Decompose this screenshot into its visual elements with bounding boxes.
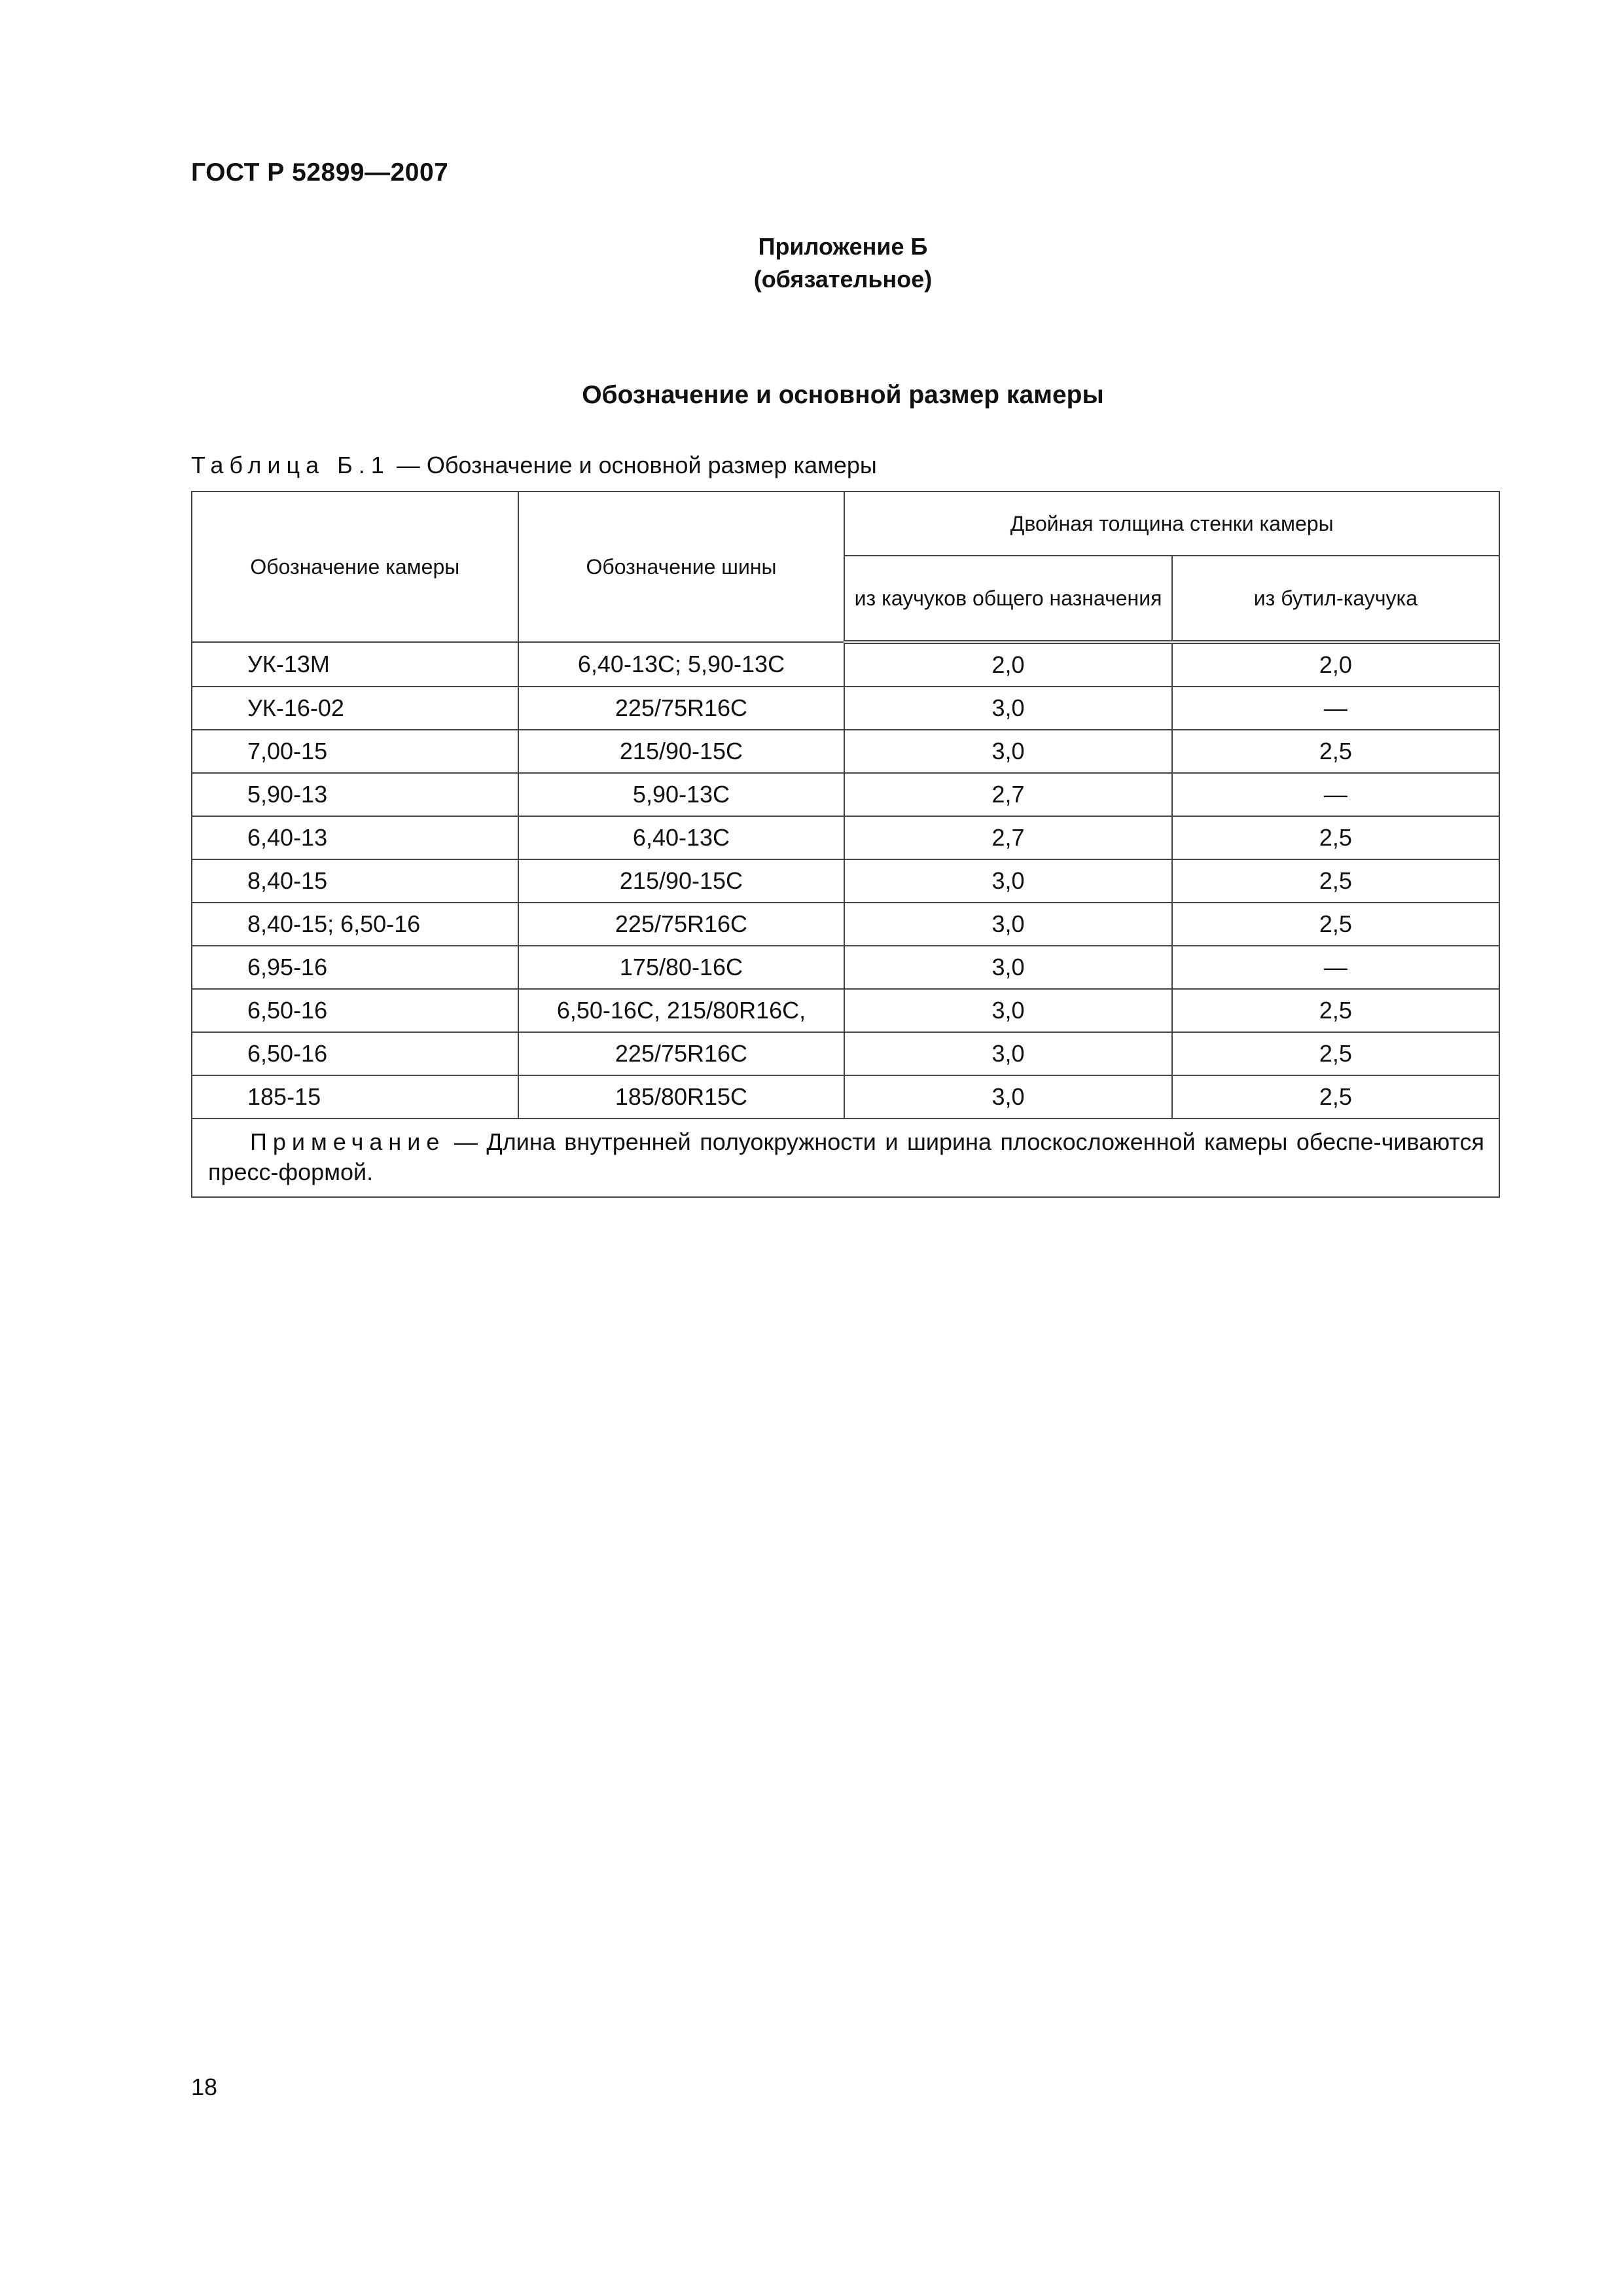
cell-general-rubber: 2,7 — [844, 816, 1171, 859]
table-row — [192, 730, 1499, 773]
cell-tire: 6,40-13С; 5,90-13С — [518, 642, 845, 687]
header-double-wall: Двойная толщина стенки камеры — [844, 492, 1499, 556]
cell-camera: 7,00-15 — [192, 730, 518, 773]
cell-tire: 175/80-16С — [518, 946, 845, 989]
cell-general-rubber: 2,0 — [844, 642, 1171, 687]
table-row — [192, 1032, 1499, 1075]
table-row — [192, 773, 1499, 816]
cell-camera: 6,50-16 — [192, 1032, 518, 1075]
cell-general-rubber: 3,0 — [844, 1075, 1171, 1119]
table-row — [192, 687, 1499, 730]
cell-tire: 6,50-16С, 215/80R16С, — [518, 989, 845, 1032]
cell-general-rubber: 3,0 — [844, 730, 1171, 773]
cell-butyl-rubber: 2,5 — [1172, 859, 1499, 903]
cell-butyl-rubber: 2,5 — [1172, 816, 1499, 859]
cell-camera: УК-16-02 — [192, 687, 518, 730]
header-general-rubber: из каучуков общего назначения — [844, 556, 1171, 642]
cell-general-rubber: 2,7 — [844, 773, 1171, 816]
table-caption-prefix: Таблица Б.1 — [191, 452, 390, 478]
cell-camera: 8,40-15; 6,50-16 — [192, 903, 518, 946]
cell-tire: 6,40-13С — [518, 816, 845, 859]
cell-camera: 185-15 — [192, 1075, 518, 1119]
cell-camera: 5,90-13 — [192, 773, 518, 816]
cell-butyl-rubber: 2,5 — [1172, 1032, 1499, 1075]
cell-general-rubber: 3,0 — [844, 989, 1171, 1032]
header-camera: Обозначение камеры — [192, 492, 518, 642]
header-tire: Обозначение шины — [518, 492, 845, 642]
cell-tire: 225/75R16С — [518, 903, 845, 946]
cell-general-rubber: 3,0 — [844, 859, 1171, 903]
cell-camera: 6,50-16 — [192, 989, 518, 1032]
section-title: Обозначение и основной размер камеры — [582, 381, 1104, 409]
cell-tire: 215/90-15С — [518, 859, 845, 903]
document-standard-code: ГОСТ Р 52899—2007 — [191, 158, 449, 187]
table-row — [192, 903, 1499, 946]
table-note — [192, 1119, 1499, 1197]
table-row — [192, 859, 1499, 903]
cell-tire: 185/80R15С — [518, 1075, 845, 1119]
cell-camera: 8,40-15 — [192, 859, 518, 903]
table-row — [192, 989, 1499, 1032]
cell-camera: 6,40-13 — [192, 816, 518, 859]
cell-tire: 225/75R16С — [518, 1032, 845, 1075]
cell-tire: 5,90-13С — [518, 773, 845, 816]
table-caption-text: — Обозначение и основной размер камеры — [389, 452, 877, 478]
cell-general-rubber: 3,0 — [844, 1032, 1171, 1075]
cell-tire: 215/90-15С — [518, 730, 845, 773]
note-text: — Длина внутренней полуокружности и ширина плоскосложенной камеры обеспе-чиваются пресс-формой. — [208, 1128, 1484, 1185]
cell-general-rubber: 3,0 — [844, 903, 1171, 946]
appendix-heading — [0, 230, 1623, 296]
table-header-row — [192, 492, 1499, 556]
cell-general-rubber: 3,0 — [844, 946, 1171, 989]
table-row — [192, 642, 1499, 687]
cell-butyl-rubber: 2,0 — [1172, 642, 1499, 687]
cell-butyl-rubber: 2,5 — [1172, 903, 1499, 946]
note-label: Примечание — [250, 1128, 446, 1155]
page-number: 18 — [191, 2073, 218, 2100]
cell-butyl-rubber: — — [1172, 946, 1499, 989]
cell-butyl-rubber: 2,5 — [1172, 989, 1499, 1032]
cell-general-rubber: 3,0 — [844, 687, 1171, 730]
appendix-title: Приложение Б — [758, 233, 928, 260]
cell-butyl-rubber: 2,5 — [1172, 1075, 1499, 1119]
table-caption — [191, 452, 877, 479]
cell-butyl-rubber: 2,5 — [1172, 730, 1499, 773]
cell-camera: УК-13М — [192, 642, 518, 687]
cell-camera: 6,95-16 — [192, 946, 518, 989]
camera-dimensions-table — [191, 491, 1500, 1198]
cell-butyl-rubber: — — [1172, 687, 1499, 730]
cell-butyl-rubber: — — [1172, 773, 1499, 816]
appendix-status: (обязательное) — [753, 266, 933, 293]
cell-tire: 225/75R16С — [518, 687, 845, 730]
header-butyl-rubber: из бутил-каучука — [1172, 556, 1499, 642]
table-note-row — [192, 1119, 1499, 1197]
table-row — [192, 816, 1499, 859]
table-row — [192, 1075, 1499, 1119]
table-row — [192, 946, 1499, 989]
